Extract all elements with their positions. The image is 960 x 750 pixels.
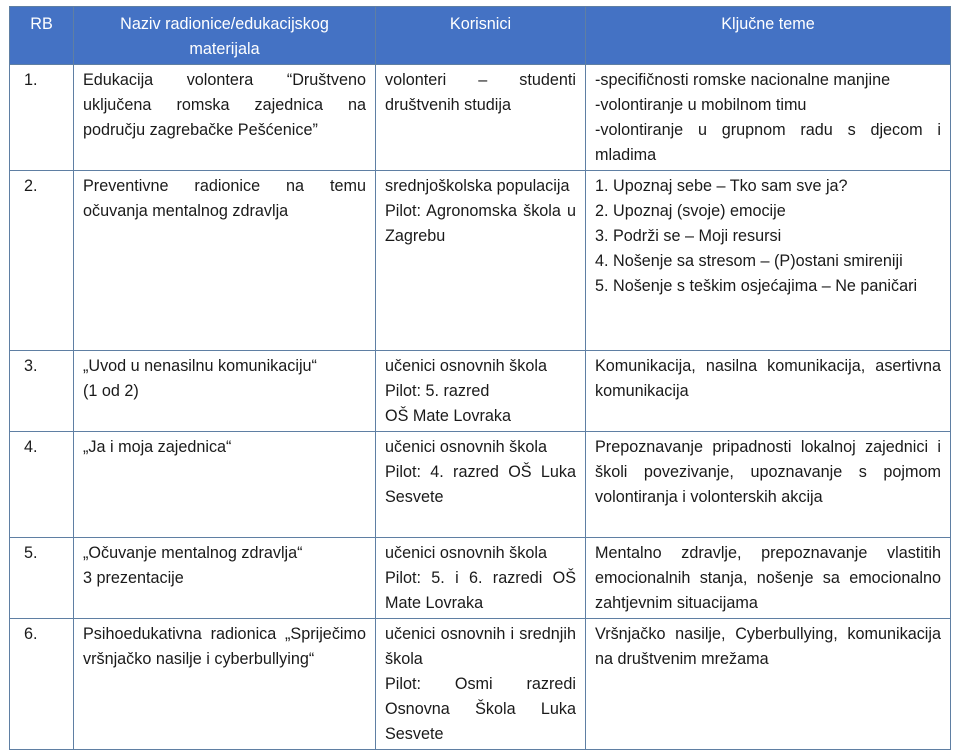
users-line: učenici osnovnih škola [385,544,547,562]
row-number: 6. [10,619,74,750]
table-row [10,538,951,619]
header-naziv: Naziv radionice/edukacijskog materijala [74,7,376,65]
workshop-topics [586,65,951,171]
name-line: 3 prezentacije [83,569,184,587]
workshop-topics [586,171,951,351]
topic-line: 5. Nošenje s teškim osjećajima – Ne paničari [595,277,918,295]
users-line: Pilot: 4. razred OŠ Luka Sesvete [385,463,576,506]
workshop-users [376,619,586,750]
row-number: 3. [10,351,74,432]
topic-line: 2. Upoznaj (svoje) emocije [595,202,786,220]
workshop-topics: Mentalno zdravlje, prepoznavanje vlastitih emocionalnih stanja, nošenje sa emocionalno zahtjevnim situacijama [586,538,951,619]
table-row [10,432,951,538]
workshop-users: volonteri – studenti društvenih studija [376,65,586,171]
workshop-topics: Prepoznavanje pripadnosti lokalnoj zajednici i školi povezivanje, upoznavanje s pojmom volontiranja i volonterskih akcija [586,432,951,538]
workshop-users [376,432,586,538]
workshop-topics: Komunikacija, nasilna komunikacija, asertivna komunikacija [586,351,951,432]
users-line: učenici osnovnih škola [385,357,547,375]
users-line: srednjoškolska populacija [385,177,570,195]
workshop-name: Preventivne radionice na temu očuvanja mentalnog zdravlja [74,171,376,351]
table-row [10,65,951,171]
name-line: (1 od 2) [83,382,139,400]
workshop-users [376,538,586,619]
workshop-users [376,171,586,351]
name-line: „Očuvanje mentalnog zdravlja“ [83,544,303,562]
workshop-name [74,351,376,432]
workshop-table [9,6,951,750]
users-line: učenici osnovnih škola [385,438,547,456]
header-teme: Ključne teme [586,7,951,65]
table-row [10,171,951,351]
users-line: Pilot: 5. i 6. razredi OŠ Mate Lovraka [385,569,576,612]
workshop-name: Psihoedukativna radionica „Spriječimo vršnjačko nasilje i cyberbullying“ [74,619,376,750]
table-row [10,351,951,432]
workshop-name: „Ja i moja zajednica“ [74,432,376,538]
header-row [10,7,951,65]
topic-line: 1. Upoznaj sebe – Tko sam sve ja? [595,177,848,195]
workshop-name: Edukacija volontera “Društveno uključena romska zajednica na području zagrebačke Pešćenice” [74,65,376,171]
workshop-topics: Vršnjačko nasilje, Cyberbullying, komunikacija na društvenim mrežama [586,619,951,750]
row-number: 4. [10,432,74,538]
row-number: 2. [10,171,74,351]
topic-line: 4. Nošenje sa stresom – (P)ostani smireniji [595,252,903,270]
row-number: 5. [10,538,74,619]
users-line: učenici osnovnih i srednjih škola [385,625,576,668]
users-line: Pilot: Agronomska škola u Zagrebu [385,202,576,245]
row-number: 1. [10,65,74,171]
header-korisnici: Korisnici [376,7,586,65]
topic-line: -volontiranje u grupnom radu s djecom i mladima [595,121,941,164]
users-line: Pilot: 5. razred [385,382,490,400]
users-line: Pilot: Osmi razredi Osnovna Škola Luka Sesvete [385,675,576,743]
topic-line: 3. Podrži se – Moji resursi [595,227,782,245]
users-line: OŠ Mate Lovraka [385,407,511,425]
name-line: „Uvod u nenasilnu komunikaciju“ [83,357,317,375]
workshop-name [74,538,376,619]
topic-line: -specifičnosti romske nacionalne manjine [595,71,891,89]
workshop-users [376,351,586,432]
table-row [10,619,951,750]
header-rb: RB [10,7,74,65]
topic-line: -volontiranje u mobilnom timu [595,96,807,114]
